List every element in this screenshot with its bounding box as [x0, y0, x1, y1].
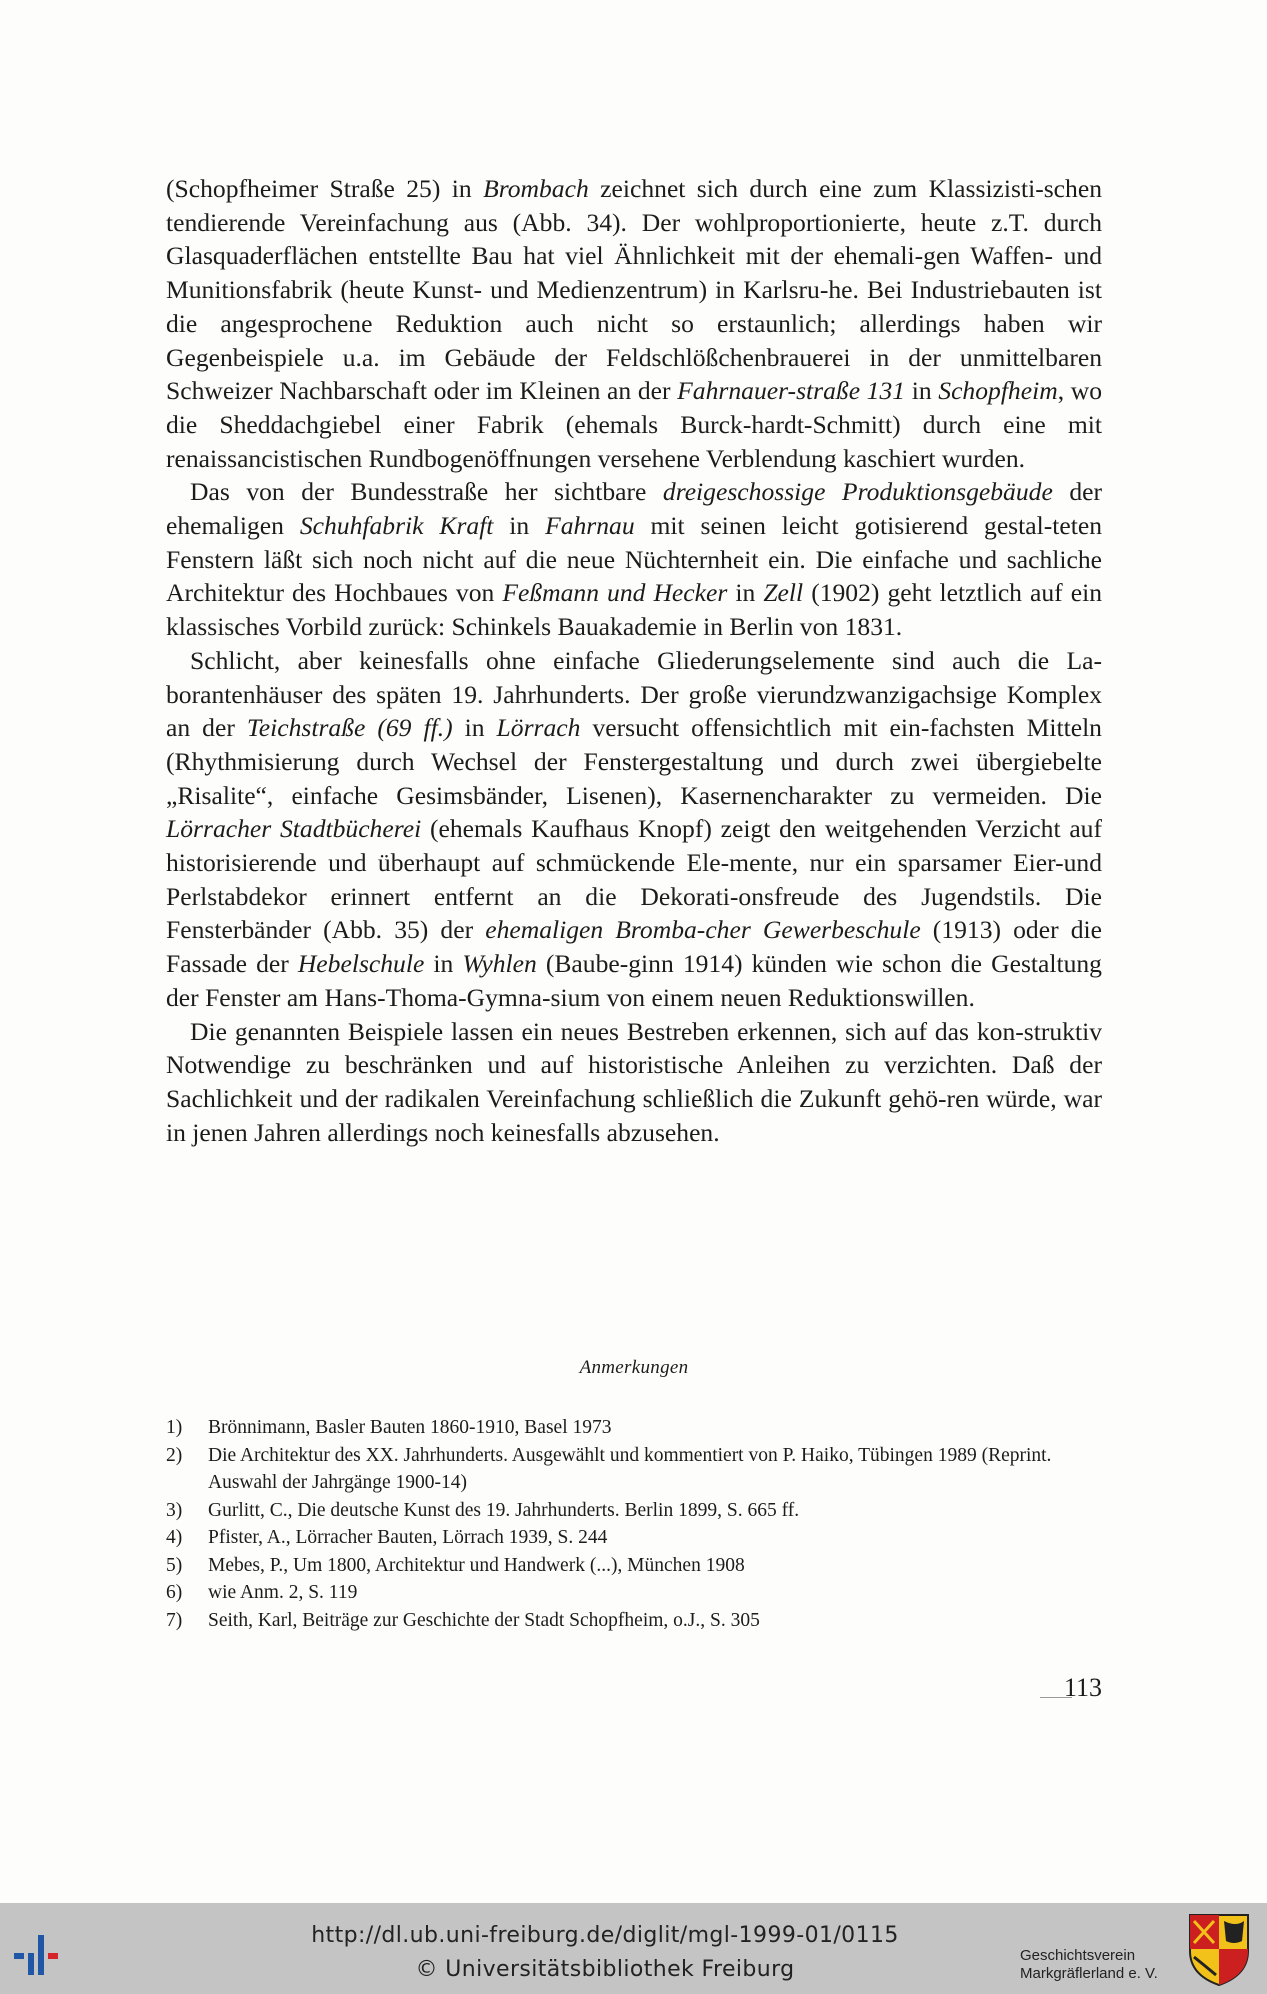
- body-paragraph: [166, 475, 1102, 644]
- note-number: 6): [166, 1582, 183, 1603]
- society-name: [1020, 1947, 1190, 1983]
- emphasized-text: Hebelschule: [297, 949, 425, 979]
- note-number: 5): [166, 1554, 183, 1576]
- emphasized-text: Schopfheim: [938, 376, 1058, 406]
- society-line-2: Markgräflerland e. V.: [1020, 1965, 1158, 1982]
- note-text: Pfister, A., Lörracher Bauten, Lörrach 1939, S. 244: [208, 1527, 608, 1548]
- text-segment: in: [452, 713, 497, 743]
- page-number-text: 113: [1063, 1673, 1102, 1702]
- text-segment: mit seinen leicht gotisierend gestal-teten Fenstern läßt sich noch nicht auf die neue Nüchternheit ein. Die einfache und sachliche Architektur des Hochbaues von: [166, 511, 1102, 608]
- text-segment: der ehemaligen: [166, 477, 1103, 541]
- emphasized-text: Lörrach: [496, 713, 581, 743]
- note-number: 7): [166, 1609, 183, 1631]
- text-segment: in: [727, 578, 764, 608]
- note-number: 1): [166, 1417, 183, 1438]
- footer-copyright: © Universitätsbibliothek Freiburg: [415, 1957, 795, 1982]
- text-segment: in: [905, 376, 939, 406]
- notes-list: [166, 1414, 1102, 1634]
- emphasized-text: dreigeschossige Produktionsgebäude: [662, 477, 1053, 507]
- text-segment: (1902) geht letztlich auf ein klassisches Vorbild zurück: Schinkels Bauakademie in Berlin von 1831.: [166, 578, 1102, 642]
- emphasized-text: Brombach: [483, 174, 589, 203]
- text-segment: , wo die Sheddachgiebel einer Fabrik (ehemals Burck-hardt-Schmitt) durch eine mit renaissancistischen Rundbogenöffnungen versehene Verblendung kaschiert wurden.: [166, 376, 1102, 473]
- note-item: [166, 1524, 1102, 1552]
- body-text: [166, 172, 1102, 1149]
- body-paragraph: [166, 644, 1102, 1015]
- emphasized-text: Fahrnauer-straße 131: [677, 376, 906, 406]
- note-item: [166, 1414, 1102, 1442]
- note-item: [166, 1607, 1102, 1635]
- text-segment: versucht offensichtlich mit ein-fachsten Mitteln (Rhythmisierung durch Wechsel der Fenstergestaltung und durch zwei übergiebelte „Risalite“, einfache Gesimsbänder, Lisenen), Kasernencharakter zu vermeiden. Die: [166, 713, 1102, 810]
- text-segment: (ehemals Kaufhaus Knopf) zeigt den weitgehenden Verzicht auf historisierende und überhaupt auf schmückende Ele-mente, nur ein sparsamer Eier-und Perlstabdekor erinnert entfernt an die Dekorati-onsfreude des Jugendstils. Die Fensterbänder (Abb. 35) der: [166, 814, 1102, 945]
- note-text: Die Architektur des XX. Jahrhunderts. Ausgewählt und kommentiert von P. Haiko, Tübingen 1989 (Reprint. Auswahl der Jahrgänge 1900-14): [208, 1444, 1052, 1493]
- emphasized-text: Zell: [763, 578, 804, 608]
- footer-bar: [0, 1903, 1267, 1994]
- emphasized-text: Fahrnau: [545, 511, 635, 541]
- page-number-rule: [1040, 1697, 1072, 1698]
- emphasized-text: Feßmann und Hecker: [502, 578, 728, 608]
- note-number: 2): [166, 1444, 183, 1466]
- society-line-1: Geschichtsverein: [1020, 1947, 1136, 1964]
- note-item: [166, 1442, 1102, 1497]
- coat-of-arms-icon: [1188, 1913, 1250, 1987]
- note-item: [166, 1552, 1102, 1580]
- footer-url-link[interactable]: http://dl.ub.uni-freiburg.de/diglit/mgl-1999-01/0115: [311, 1923, 899, 1948]
- note-text: Gurlitt, C., Die deutsche Kunst des 19. Jahrhunderts. Berlin 1899, S. 665 ff.: [208, 1499, 800, 1521]
- note-text: Seith, Karl, Beiträge zur Geschichte der Stadt Schopfheim, o.J., S. 305: [208, 1609, 760, 1631]
- emphasized-text: Teichstraße (69 ff.): [246, 713, 453, 743]
- text-segment: zeichnet sich durch eine zum Klassizisti-schen tendierende Vereinfachung aus (Abb. 34). Der wohlproportionierte, heute z.T. durch Glasquaderflächen entstellte Bau hat viel Ähnlichkeit mit der ehemali-gen Waffen- und Munitionsfabrik (heute Kunst- und Medienzentrum) in Karlsru-he. Bei Industriebauten ist die angesprochene Reduktion auch nicht so erstaunlich; allerdings haben wir Gegenbeispiele u.a. im Gebäude der Feldschlößchenbrauerei in der unmittelbaren Schweizer Nachbarschaft oder im Kleinen an der: [166, 174, 1102, 406]
- text-segment: (1913) oder die Fassade der: [166, 915, 1102, 979]
- note-text: Brönnimann, Basler Bauten 1860-1910, Basel 1973: [208, 1417, 612, 1438]
- notes-heading: Anmerkungen: [579, 1357, 689, 1378]
- page-number: [1040, 1673, 1102, 1703]
- note-text: Mebes, P., Um 1800, Architektur und Handwerk (...), München 1908: [208, 1554, 745, 1576]
- note-item: [166, 1579, 1102, 1607]
- note-number: 3): [166, 1499, 183, 1521]
- emphasized-text: Lörracher Stadtbücherei: [166, 814, 422, 844]
- note-text: wie Anm. 2, S. 119: [208, 1582, 358, 1603]
- text-segment: (Baube-ginn 1914) künden wie schon die Gestaltung der Fenster am Hans-Thoma-Gymna-sium von einem neuen Reduktionswillen.: [166, 949, 1102, 1012]
- note-item: [166, 1497, 1102, 1525]
- text-segment: in: [493, 511, 546, 541]
- body-paragraph: [166, 1015, 1102, 1150]
- note-number: 4): [166, 1527, 183, 1548]
- text-segment: Das von der Bundesstraße her sichtbare: [190, 477, 663, 507]
- emphasized-text: Schuhfabrik Kraft: [299, 511, 494, 541]
- text-segment: in: [424, 949, 463, 979]
- text-segment: (Schopfheimer Straße 25) in: [166, 174, 484, 203]
- ub-freiburg-logo-icon: [12, 1933, 82, 1977]
- text-segment: Die genannten Beispiele lassen ein neues Bestreben erkennen, sich auf das kon-struktiv Notwendige zu beschränken und auf historistische Anleihen zu verzichten. Daß der Sachlichkeit und der radikalen Vereinfachung schließlich die Zukunft gehö-ren würde, war in jenen Jahren allerdings noch keinesfalls abzusehen.: [166, 1016, 1102, 1147]
- emphasized-text: Wyhlen: [462, 949, 537, 979]
- text-segment: Schlicht, aber keinesfalls ohne einfache Gliederungselemente sind auch die La-borantenhäuser des späten 19. Jahrhunderts. Der große vierundzwanzigachsige Komplex an der: [166, 645, 1102, 743]
- emphasized-text: ehemaligen Bromba-cher Gewerbeschule: [485, 915, 921, 945]
- body-paragraph: [166, 172, 1102, 475]
